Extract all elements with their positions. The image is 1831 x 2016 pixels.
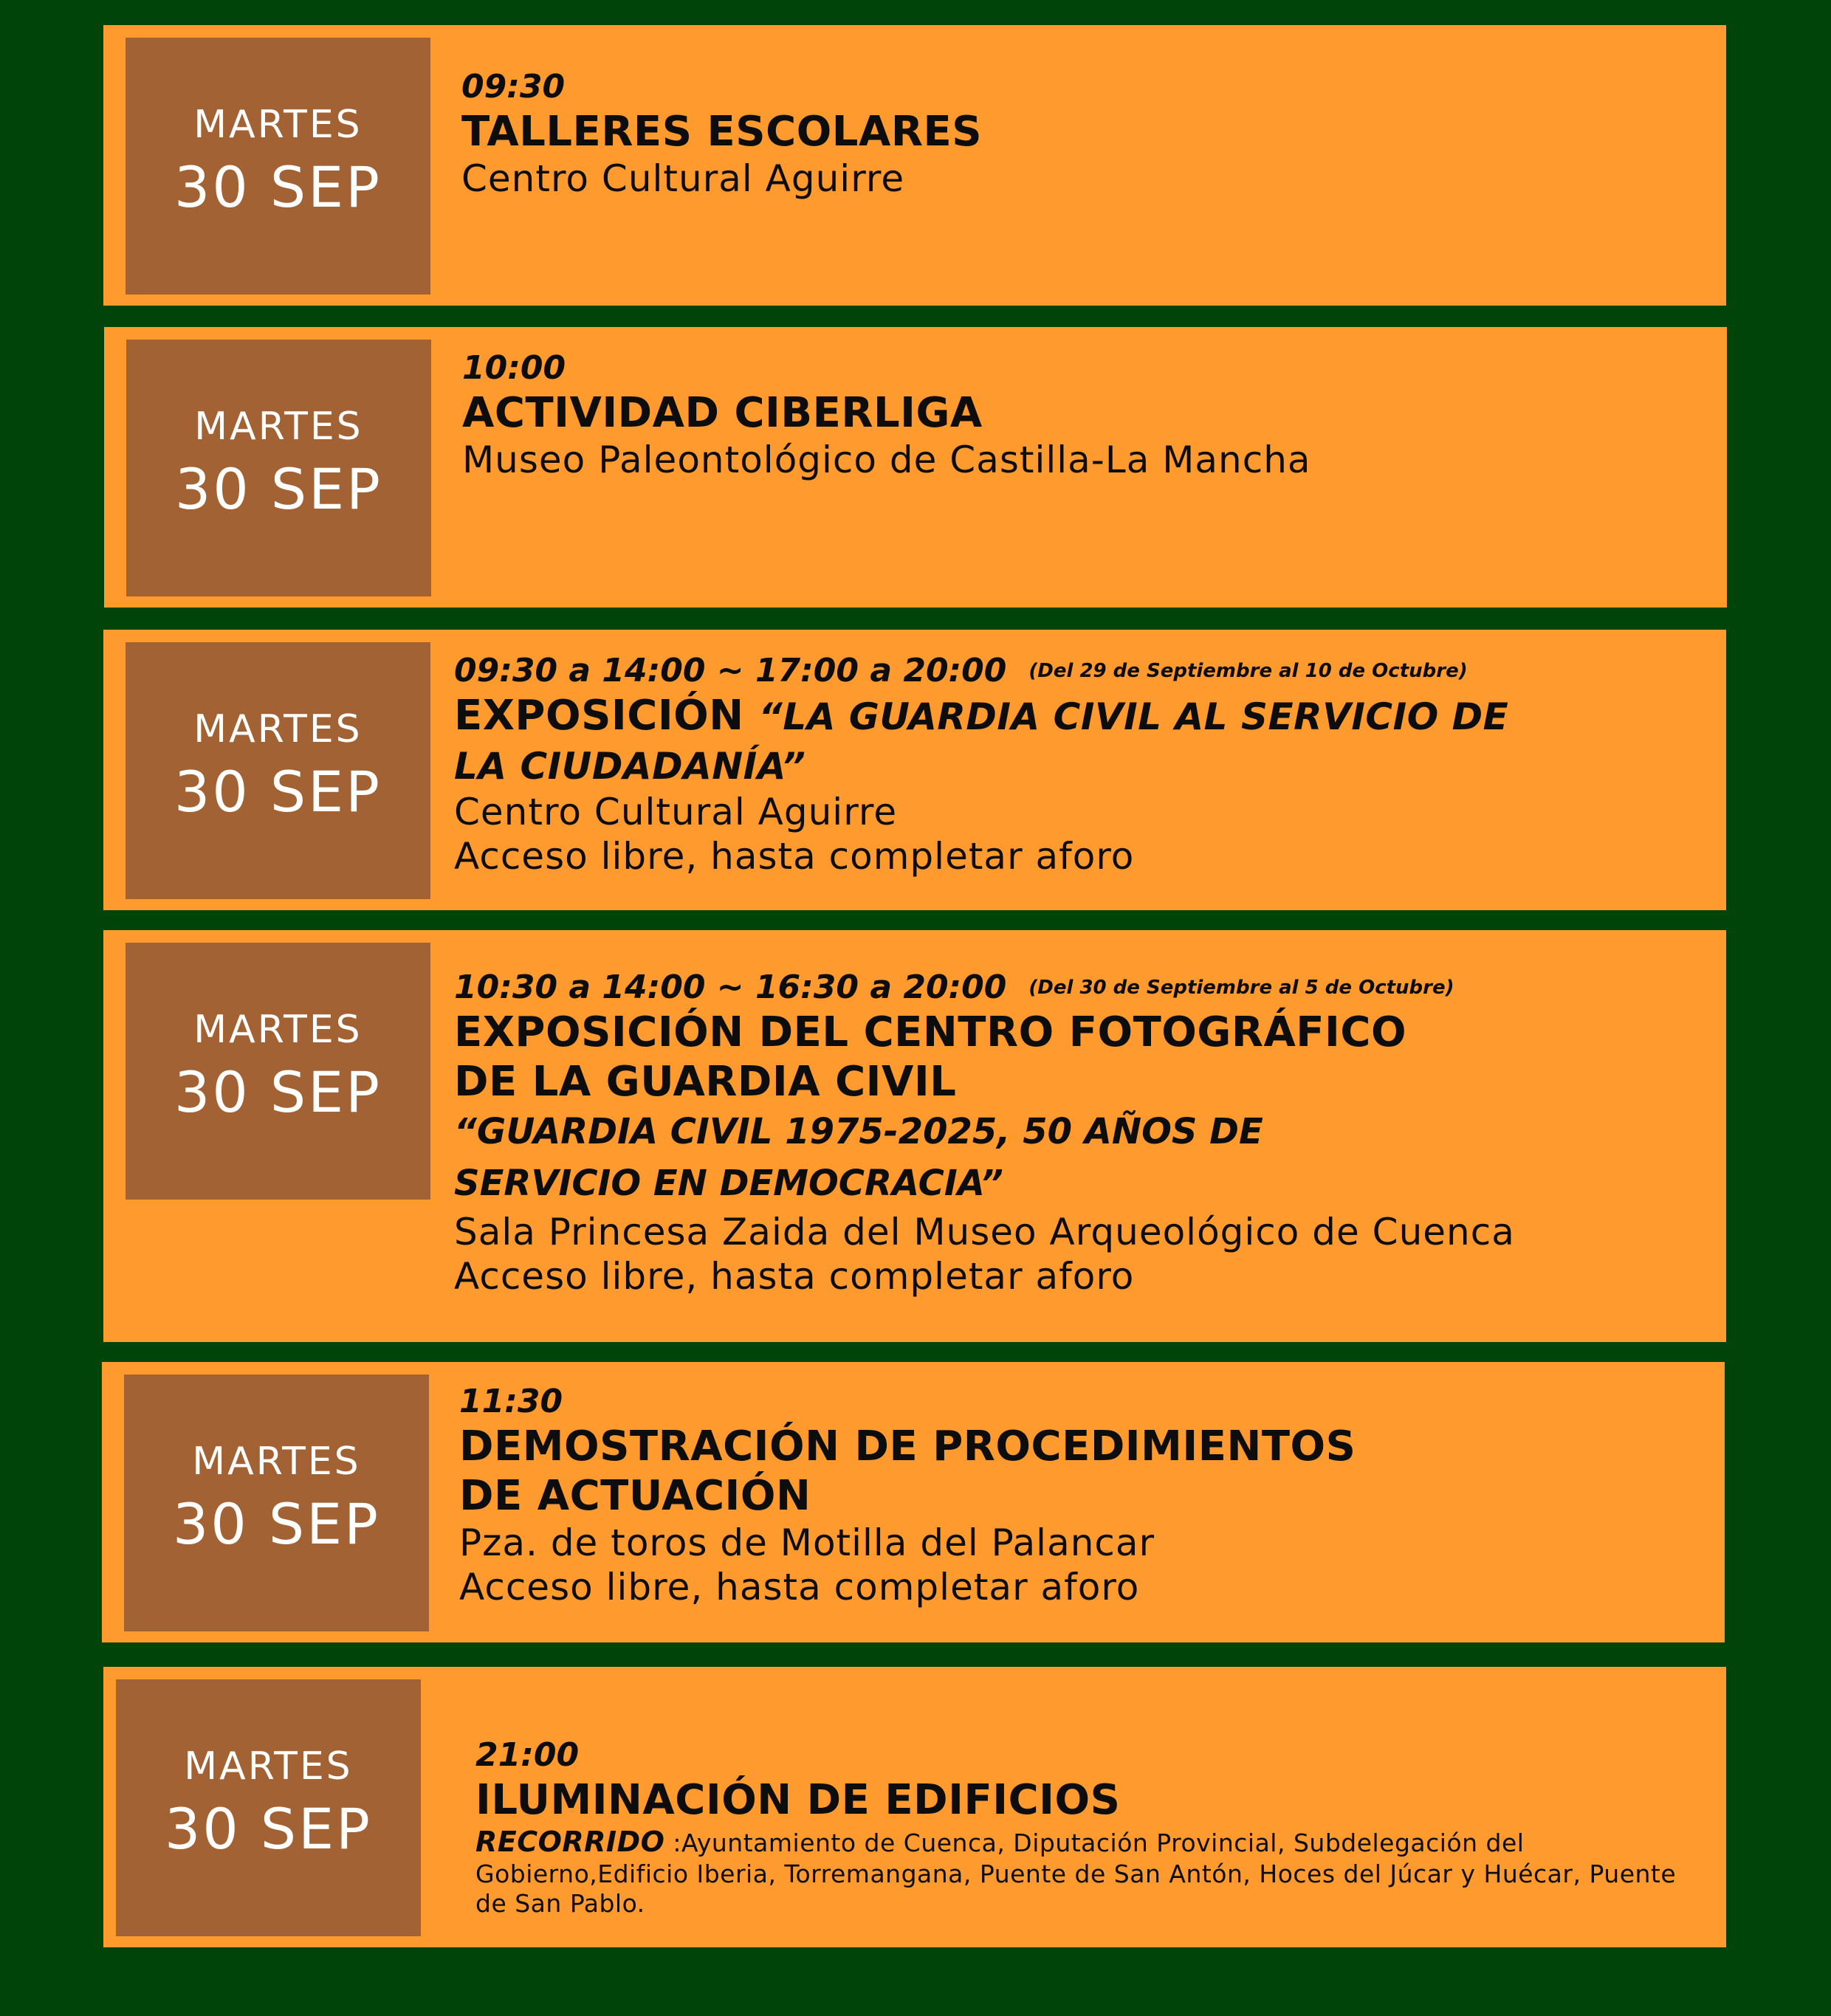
event-details (454, 967, 1515, 1298)
event-details (462, 348, 1311, 482)
weekday: MARTES (184, 1744, 353, 1789)
event-subtitle-line-2: SERVICIO EN DEMOCRACIA” (454, 1162, 1003, 1204)
event-title: DEMOSTRACIÓN DE PROCEDIMIENTOS (459, 1422, 1356, 1470)
weekday: MARTES (193, 1008, 363, 1052)
weekday: MARTES (192, 1439, 361, 1484)
event-time: 21:00 (475, 1736, 580, 1774)
event-access: Acceso libre, hasta completar aforo (459, 1566, 1140, 1609)
event-time: 10:00 (462, 349, 566, 387)
date-range-note: (Del 29 de Septiembre al 10 de Octubre) (1028, 660, 1468, 682)
event-time (454, 967, 1515, 1008)
event-title: TALLERES ESCOLARES (461, 108, 983, 156)
event-title-line-2: DE LA GUARDIA CIVIL (454, 1058, 957, 1107)
route-label: RECORRIDO (475, 1826, 665, 1859)
event-subtitle: “GUARDIA CIVIL 1975-2025, 50 AÑOS DE (454, 1111, 1263, 1153)
event-access: Acceso libre, hasta completar aforo (454, 835, 1135, 878)
event-venue: Centro Cultural Aguirre (461, 157, 905, 201)
event-venue: Sala Princesa Zaida del Museo Arqueológico de Cuenca (454, 1210, 1515, 1253)
event-title-main: EXPOSICIÓN (454, 692, 744, 740)
event-time (454, 650, 1508, 691)
event-venue: Centro Cultural Aguirre (454, 791, 898, 834)
event-title-line-2 (454, 740, 1508, 790)
date: 30 SEP (174, 154, 382, 220)
date: 30 SEP (173, 1491, 380, 1557)
weekday: MARTES (193, 707, 363, 751)
event-title: ACTIVIDAD CIBERLIGA (462, 389, 983, 437)
event-card (103, 1667, 1726, 1947)
date-box (126, 943, 430, 1200)
route-text: :Ayuntamiento de Cuenca, Diputación Provincial, Subdelegación del Gobierno,Edificio Iberia, Torremangana, Puente de San Antón, Hoces del Júcar y Huécar, Puente de San Pablo. (475, 1828, 1677, 1918)
event-card (103, 930, 1726, 1342)
event-details (475, 1735, 1686, 1919)
date: 30 SEP (174, 759, 382, 825)
date-box (126, 642, 430, 899)
event-title: ILUMINACIÓN DE EDIFICIOS (475, 1776, 1121, 1824)
event-time-range: 09:30 a 14:00 ~ 17:00 a 20:00 (454, 652, 1007, 689)
weekday: MARTES (194, 405, 363, 449)
event-details (461, 66, 982, 201)
date: 30 SEP (174, 1059, 382, 1125)
date-box (126, 38, 430, 295)
event-title (454, 691, 1508, 740)
date-range-note: (Del 30 de Septiembre al 5 de Octubre) (1028, 977, 1454, 999)
date-box (116, 1679, 421, 1936)
event-title: EXPOSICIÓN DEL CENTRO FOTOGRÁFICO (454, 1008, 1407, 1056)
event-title-quote: “LA GUARDIA CIVIL AL SERVICIO DE (758, 695, 1509, 738)
event-details (459, 1381, 1356, 1609)
date-box (124, 1375, 429, 1631)
event-access: Acceso libre, hasta completar aforo (454, 1254, 1135, 1298)
event-title-quote-2: LA CIUDADANÍA” (454, 745, 806, 788)
event-venue: Pza. de toros de Motilla del Palancar (459, 1521, 1155, 1565)
date: 30 SEP (165, 1796, 372, 1862)
event-time: 11:30 (459, 1383, 563, 1420)
date-box (126, 340, 431, 596)
event-card (104, 327, 1727, 608)
event-title-line-2: DE ACTUACIÓN (459, 1472, 811, 1521)
date: 30 SEP (175, 456, 382, 522)
event-card (102, 1362, 1725, 1642)
event-venue: Museo Paleontológico de Castilla-La Mancha (462, 438, 1311, 482)
event-card (103, 630, 1726, 910)
route-description (475, 1825, 1686, 1919)
event-time: 09:30 (461, 68, 566, 106)
weekday: MARTES (193, 103, 363, 147)
event-card (103, 25, 1726, 306)
event-details (454, 650, 1508, 878)
event-time-range: 10:30 a 14:00 ~ 16:30 a 20:00 (454, 969, 1007, 1006)
